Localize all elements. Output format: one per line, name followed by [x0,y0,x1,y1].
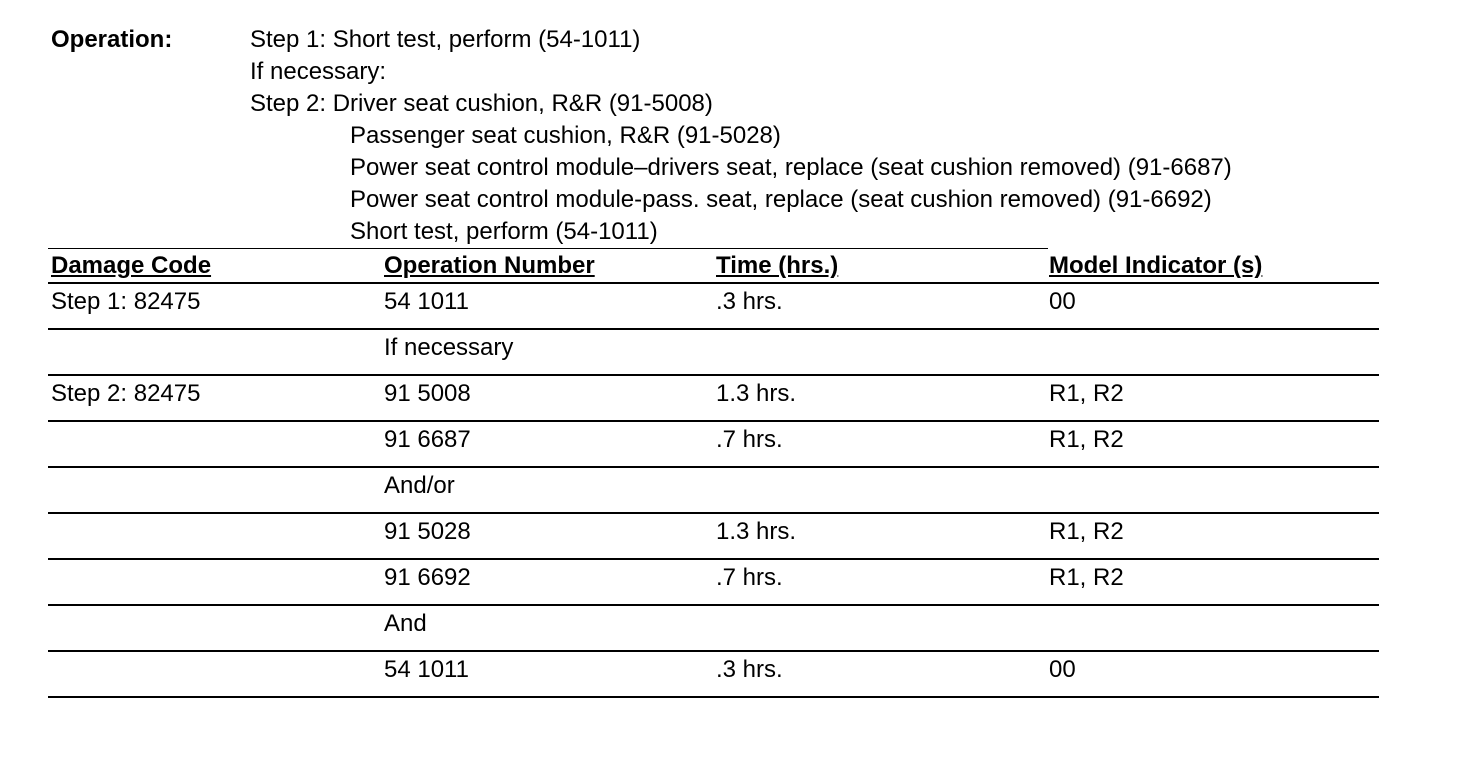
cell-operation-number: And [384,610,427,637]
table-row [48,514,1379,560]
table-top-rule [48,248,1048,249]
table-row [48,468,1379,514]
operation-substep: Short test, perform (54-1011) [350,218,658,245]
cell-operation-number: 91 6687 [384,426,471,453]
cell-operation-number: 91 5008 [384,380,471,407]
table-row [48,330,1379,376]
cell-time: .7 hrs. [716,564,783,591]
header-time: Time (hrs.) [716,252,839,279]
header-damage-code: Damage Code [51,252,212,279]
cell-operation-number: If necessary [384,334,514,361]
cell-time: .7 hrs. [716,426,783,453]
cell-operation-number: 54 1011 [384,656,469,683]
operation-label: Operation: [51,26,173,53]
cell-damage-code: Step 2: 82475 [51,380,201,407]
operation-substep: Power seat control module-pass. seat, replace (seat cushion removed) (91-6692) [350,186,1212,213]
cell-damage-code: Step 1: 82475 [51,288,201,315]
operation-step-1: Step 1: Short test, perform (54-1011) [250,26,641,53]
table-row [48,606,1379,652]
cell-time: 1.3 hrs. [716,380,797,407]
cell-model-indicator: 00 [1049,656,1076,683]
cell-operation-number: 91 5028 [384,518,471,545]
cell-time: 1.3 hrs. [716,518,797,545]
cell-model-indicator: 00 [1049,288,1076,315]
table-row [48,376,1379,422]
cell-model-indicator: R1, R2 [1049,380,1124,407]
cell-model-indicator: R1, R2 [1049,564,1124,591]
table-row [48,560,1379,606]
header-operation-number: Operation Number [384,252,595,279]
table-row [48,284,1379,330]
table-row [48,422,1379,468]
cell-model-indicator: R1, R2 [1049,426,1124,453]
cell-operation-number: 91 6692 [384,564,471,591]
cell-operation-number: And/or [384,472,455,499]
header-model-indicator: Model Indicator (s) [1049,252,1263,279]
table-header-row [48,250,1379,284]
operation-if-necessary: If necessary: [250,58,387,85]
operation-substep: Power seat control module–drivers seat, replace (seat cushion removed) (91-6687) [350,154,1232,181]
operation-step-2: Step 2: Driver seat cushion, R&R (91-5008) [250,90,713,117]
operation-substep: Passenger seat cushion, R&R (91-5028) [350,122,781,149]
cell-operation-number: 54 1011 [384,288,469,315]
table-row [48,652,1379,698]
cell-time: .3 hrs. [716,656,783,683]
cell-model-indicator: R1, R2 [1049,518,1124,545]
cell-time: .3 hrs. [716,288,783,315]
